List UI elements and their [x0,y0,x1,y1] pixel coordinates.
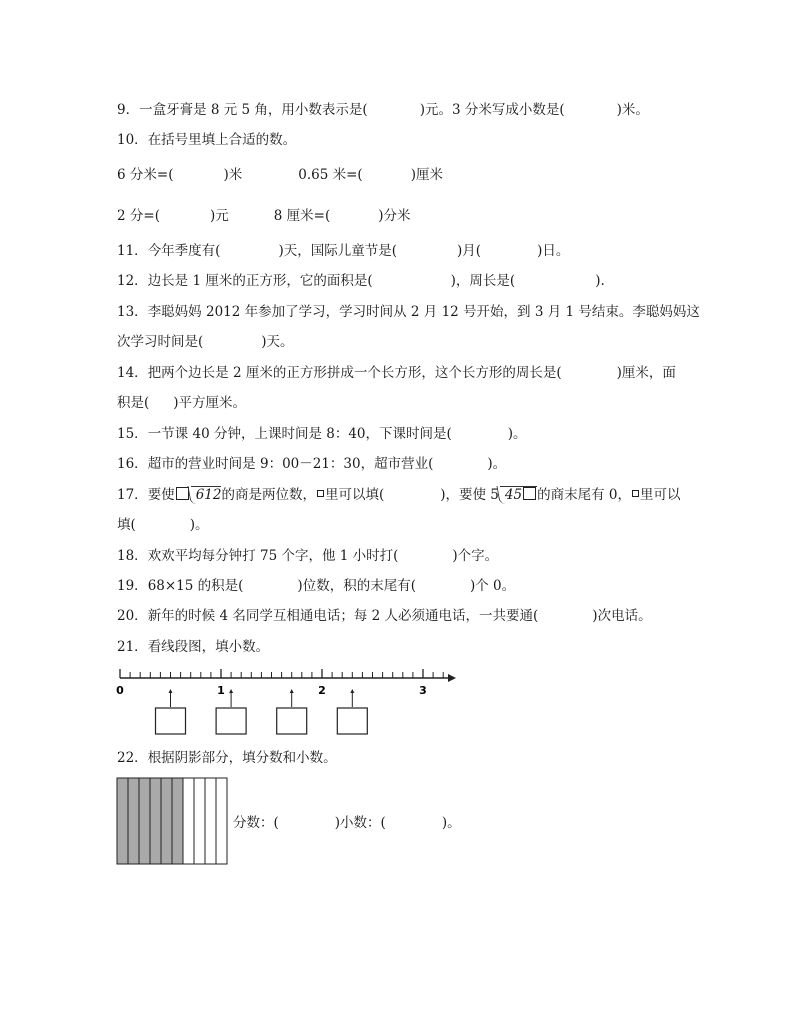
question-16: 16．超市的营业时间是 9：00－21：30，超市营业( )。 [117,456,507,472]
shaded-rectangle-diagram [116,777,230,865]
question-13-line-2: 次学习时间是( )天。 [117,334,294,350]
unshaded-column [183,778,194,864]
question-14-line-2: 积是( )平方厘米。 [117,395,247,411]
tick-label: 3 [419,684,427,697]
question-18: 18．欢欢平均每分钟打 75 个字，他 1 小时打( )个字。 [117,548,499,564]
long-division-symbol: 612 [191,486,222,503]
marked-point [337,689,367,734]
question-19: 19．68×15 的积是( )位数，积的末尾有( )个 0。 [117,578,516,594]
number-line-diagram [110,662,470,742]
shaded-column [139,778,150,864]
question-10: 10．在括号里填上合适的数。 [117,132,297,148]
question-13-line-1: 13．李聪妈妈 2012 年参加了学习，学习时间从 2 月 12 号开始，到 3 月 1 号结束。李聪妈妈这 [117,304,700,320]
question-22-answers: 分数：( )小数：( )。 [233,815,461,831]
shaded-column [117,778,128,864]
small-box-icon [317,490,324,497]
unshaded-column [205,778,216,864]
shaded-column [172,778,183,864]
answer-box[interactable] [216,708,246,734]
shaded-column [161,778,172,864]
answer-box[interactable] [277,708,307,734]
tick-label: 2 [318,684,326,697]
question-21: 21．看线段图，填小数。 [117,639,270,655]
unshaded-column [216,778,227,864]
question-15: 15．一节课 40 分钟，上课时间是 8：40，下课时间是( )。 [117,426,527,442]
tick-label: 1 [217,684,225,697]
question-22: 22．根据阴影部分，填分数和小数。 [117,750,337,766]
marked-point [277,689,307,734]
unshaded-column [194,778,205,864]
answer-box[interactable] [337,708,367,734]
question-9: 9．一盒牙膏是 8 元 5 角，用小数表示是( )元。3 分米写成小数是( )米。 [117,102,649,118]
tick-label: 0 [116,684,124,697]
question-10-row-1: 6 分米=( )米 0.65 米=( )厘米 [117,167,443,183]
question-12: 12．边长是 1 厘米的正方形，它的面积是( )，周长是( ). [117,273,605,289]
question-17-line-2: 填( )。 [117,517,209,533]
question-11: 11．今年季度有( )天，国际儿童节是( )月( )日。 [117,243,570,259]
question-20: 20．新年的时候 4 名同学互相通电话；每 2 人必须通电话，一共要通( )次电话。 [117,608,652,624]
small-box-icon [632,490,639,497]
question-17-line-1: 17．要使 612的商是两位数， 里可以填( )，要使 5 45 的商末尾有 0， 里可以 [117,487,681,503]
long-division-symbol: 45 [500,486,537,503]
digit-box [176,487,189,500]
marked-point [156,689,186,734]
shaded-column [128,778,139,864]
answer-box[interactable] [156,708,186,734]
question-14-line-1: 14．把两个边长是 2 厘米的正方形拼成一个长方形，这个长方形的周长是( )厘米，面 [117,365,676,381]
shaded-column [150,778,161,864]
question-10-row-2: 2 分=( )元 8 厘米=( )分米 [117,208,411,224]
arrow-head-icon [448,674,456,682]
digit-box [523,487,536,500]
